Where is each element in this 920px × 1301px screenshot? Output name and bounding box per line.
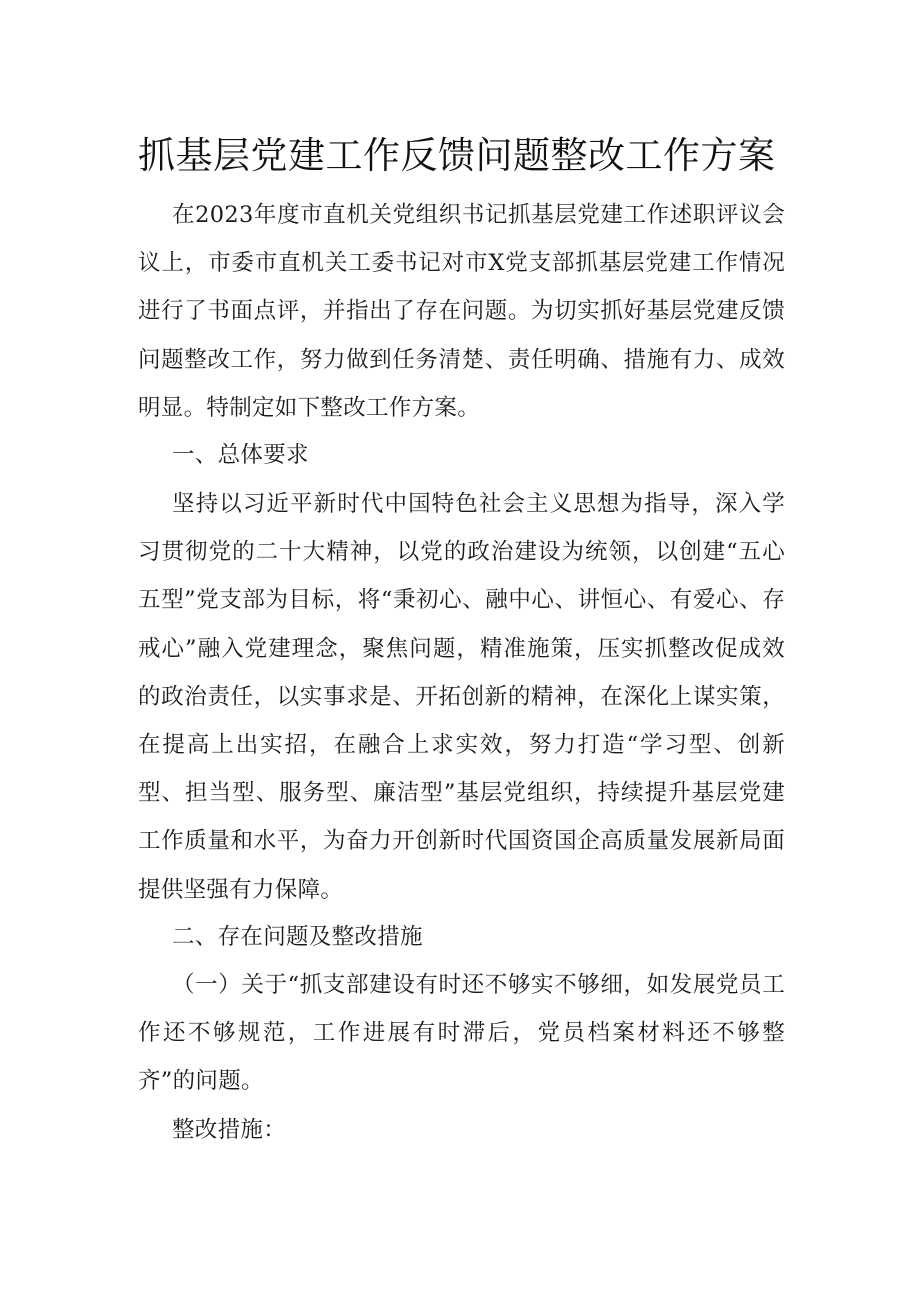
section-heading-general-requirements: 一、总体要求 (172, 442, 309, 468)
rectification-measures-label: 整改措施： (172, 1117, 287, 1143)
problem-item-1-paragraph: （一）关于“抓支部建设有时还不够实不够细，如发展党员工作还不够规范，工作进展有时滞后，党员档案材料还不够整齐”的问题。 (138, 972, 785, 1095)
document-title: 抓基层党建工作反馈问题整改工作方案 (138, 134, 776, 177)
general-requirements-paragraph: 坚持以习近平新时代中国特色社会主义思想为指导，深入学习贯彻党的二十大精神，以党的政治建设为统领，以创建“五心五型”党支部为目标，将“秉初心、融中心、讲恒心、有爱心、存戒心”融入党建理念，聚焦问题，精准施策，压实抓整改促成效的政治责任，以实事求是、开拓创新的精神，在深化上谋实策，在提高上出实招，在融合上求实效，努力打造“学习型、创新型、担当型、服务型、廉洁型”基层党组织，持续提升基层党建工作质量和水平，为奋力开创新时代国资国企高质量发展新局面提供坚强有力保障。 (138, 491, 785, 903)
section-heading-problems-and-measures: 二、存在问题及整改措施 (172, 924, 423, 950)
intro-paragraph: 在2023年度市直机关党组织书记抓基层党建工作述职评议会议上，市委市直机关工委书记对市X党支部抓基层党建工作情况进行了书面点评，并指出了存在问题。为切实抓好基层党建反馈问题整改工作，努力做到任务清楚、责任明确、措施有力、成效明显。特制定如下整改工作方案。 (138, 202, 785, 421)
